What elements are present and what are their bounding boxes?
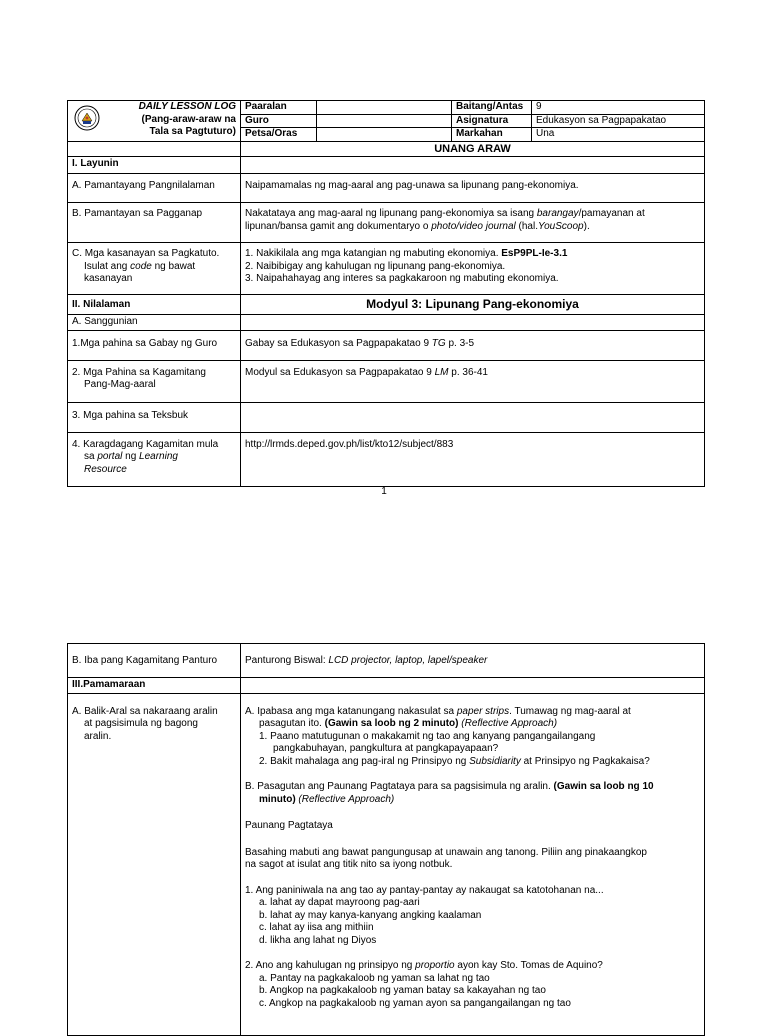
item-a: A. Ipabasa ang mga katanungang nakasulat sa paper strips. Tumawag ng mag-aaral at bbox=[245, 705, 631, 717]
label-asignatura: Asignatura bbox=[452, 114, 532, 128]
t1-choice-c: c. lahat ay iisa ang mithiin bbox=[259, 922, 374, 933]
row-c-value: 1. Nakikilala ang mga katangian ng mabuting ekonomiya. EsP9PL-Ie-3.1 2. Naibibigay ang kahulugan ng lipunang pang-ekonomiya. 3. Naipahahayag ang interes sa pagkakaroon ng mabuting ekonomiya. bbox=[241, 243, 705, 295]
label-guro: Guro bbox=[241, 114, 317, 128]
instructions-line-1: Basahing mabuti ang bawat pangungusap at unawain ang tanong. Piliin ang pinakaangkop bbox=[245, 846, 647, 858]
modyul-title: Modyul 3: Lipunang Pang-ekonomiya bbox=[241, 295, 705, 315]
procedure-table bbox=[67, 643, 705, 1036]
paunang-pagtataya-heading: Paunang Pagtataya bbox=[245, 820, 333, 831]
value-paaralan[interactable] bbox=[317, 101, 452, 115]
t2-choice-a: a. Pantay na pagkakaloob ng yaman sa lahat ng tao bbox=[259, 972, 490, 984]
section-sanggunian: A. Sanggunian bbox=[68, 315, 241, 331]
t2-choice-c: c. Angkop na pagkakaloob ng yaman ayon sa pangangailangan ng tao bbox=[259, 997, 571, 1009]
ref-row-1-label: 1.Mga pahina sa Gabay ng Guro bbox=[68, 330, 241, 360]
b-iba-pang-label: B. Iba pang Kagamitang Panturo bbox=[68, 644, 241, 678]
ref-row-1-value: Gabay sa Edukasyon sa Pagpapakatao 9 TG p. 3-5 bbox=[241, 330, 705, 360]
row-b-value: Nakatataya ang mag-aaral ng lipunang pang-ekonomiya sa isang barangay/pamayanan at lipunan/bansa gamit ang dokumentaryo o photo/video journal (hal.YouScoop). bbox=[241, 203, 705, 243]
section-nilalaman: II. Nilalaman bbox=[68, 295, 241, 315]
page-number: 1 bbox=[381, 486, 387, 497]
section-layunin: I. Layunin bbox=[68, 157, 241, 174]
question-2: 2. Bakit mahalaga ang pag-iral ng Prinsipyo ng Subsidiarity at Prinsipyo ng Pagkakaisa? bbox=[259, 755, 650, 767]
item-b: B. Pasagutan ang Paunang Pagtataya para sa pagsisimula ng aralin. (Gawin sa loob ng 10 bbox=[245, 781, 654, 792]
balik-aral-content: A. Ipabasa ang mga katanungang nakasulat sa paper strips. Tumawag ng mag-aaral at pasagutan ito. (Gawin sa loob ng 2 minuto) (Reflective Approach) 1. Paano matutugunan o makakamit ng tao ang kanyang pangangailangang pangkabuhayan, pangkultura at pangkapayapaan? 2. Bakit mahalaga ang pag-iral ng Prinsipyo ng Subsidiarity at Prinsipyo ng Pagkakaisa? B. Pasagutan ang Paunang Pagtataya para sa pagsisimula ng aralin. (Gawin sa loob ng 10 minuto) (Reflective Approach) Paunang Pagtataya Basahing mabuti ang bawat pangungusap at unawain ang tanong. Piliin ang pinakaangkop na sagot at isulat ang titik nito sa iyong notbuk. 1. Ang paniniwala na ang tao ay pantay-pantay ay nakaugat sa katotohanan na... a. lahat ay dapat mayroong pag-aari b. lahat ay may kanya-kanyang angking kaalaman c. lahat ay iisa ang mithiin d. likha ang lahat ng Diyos 2. Ano ang kahulugan ng prinsipyo ng proportio ayon kay Sto. Tomas de Aquino? a. Pantay na pagkakaloob ng yaman sa lahat ng tao b. Angkop na pagkakaloob ng yaman batay sa kakayahan ng tao c. Angkop na pagkakaloob ng yaman ayon sa pangangailangan ng tao bbox=[241, 693, 705, 1035]
t1-choice-b: b. lahat ay may kanya-kanyang angking kaalaman bbox=[259, 909, 482, 921]
instructions-line-2: na sagot at isulat ang titik nito sa iyong notbuk. bbox=[245, 859, 453, 870]
balik-aral-label: A. Balik-Aral sa nakaraang aralin at pagsisimula ng bagong aralin. bbox=[68, 693, 241, 1035]
day-title: UNANG ARAW bbox=[241, 141, 705, 157]
lesson-log-page-1 bbox=[0, 100, 768, 487]
day-title-left bbox=[68, 141, 241, 157]
dll-title-line2: (Pang-araw-araw na bbox=[141, 113, 236, 125]
value-petsa[interactable] bbox=[317, 128, 452, 142]
competency-code: EsP9PL-Ie-3.1 bbox=[501, 248, 568, 259]
t1-choice-d: d. likha ang lahat ng Diyos bbox=[259, 934, 377, 946]
t2-choice-b: b. Angkop na pagkakaloob ng yaman batay sa kakayahan ng tao bbox=[259, 985, 546, 996]
label-baitang: Baitang/Antas bbox=[452, 101, 532, 115]
t1-choice-a: a. lahat ay dapat mayroong pag-aari bbox=[259, 897, 420, 908]
value-markahan[interactable]: Una bbox=[532, 128, 705, 142]
test-question-1: 1. Ang paniniwala na ang tao ay pantay-pantay ay nakaugat sa katotohanan na... bbox=[245, 884, 604, 896]
test-question-2: 2. Ano ang kahulugan ng prinsipyo ng proportio ayon kay Sto. Tomas de Aquino? bbox=[245, 960, 603, 971]
deped-seal-icon bbox=[74, 105, 100, 131]
row-a-label: A. Pamantayang Pangnilalaman bbox=[68, 174, 241, 203]
b-iba-pang-value: Panturong Biswal: LCD projector, laptop, lapel/speaker bbox=[241, 644, 705, 678]
label-petsa: Petsa/Oras bbox=[241, 128, 317, 142]
row-b-label: B. Pamantayan sa Pagganap bbox=[68, 203, 241, 243]
label-markahan: Markahan bbox=[452, 128, 532, 142]
row-c-label: C. Mga kasanayan sa Pagkatuto. Isulat ang code ng bawat kasanayan bbox=[68, 243, 241, 295]
dll-title-cell bbox=[68, 101, 241, 142]
ref-row-2-label: 2. Mga Pahina sa Kagamitang Pang-Mag-aaral bbox=[68, 360, 241, 402]
row-a-value: Naipamamalas ng mag-aaral ang pag-unawa sa lipunang pang-ekonomiya. bbox=[241, 174, 705, 203]
ref-row-2-value: Modyul sa Edukasyon sa Pagpapakatao 9 LM p. 36-41 bbox=[241, 360, 705, 402]
ref-row-3-value[interactable] bbox=[241, 402, 705, 432]
section-pamamaraan: III.Pamamaraan bbox=[68, 678, 241, 694]
value-asignatura[interactable]: Edukasyon sa Pagpapakatao bbox=[532, 114, 705, 128]
ref-row-3-label: 3. Mga pahina sa Teksbuk bbox=[68, 402, 241, 432]
lesson-log-page-2 bbox=[0, 643, 768, 1036]
header-table bbox=[67, 100, 705, 142]
label-paaralan: Paaralan bbox=[241, 101, 317, 115]
content-table bbox=[67, 141, 705, 487]
value-baitang[interactable]: 9 bbox=[532, 101, 705, 115]
ref-row-4-label: 4. Karagdagang Kagamitan mula sa portal ng Learning Resource bbox=[68, 432, 241, 486]
question-1: 1. Paano matutugunan o makakamit ng tao ang kanyang pangangailangang bbox=[259, 730, 596, 742]
ref-row-4-link[interactable]: http://lrmds.deped.gov.ph/list/kto12/subject/883 bbox=[241, 432, 705, 486]
dll-title-line1: DAILY LESSON LOG bbox=[138, 101, 236, 112]
dll-title-line3: Tala sa Pagtuturo) bbox=[149, 126, 236, 137]
value-guro[interactable] bbox=[317, 114, 452, 128]
